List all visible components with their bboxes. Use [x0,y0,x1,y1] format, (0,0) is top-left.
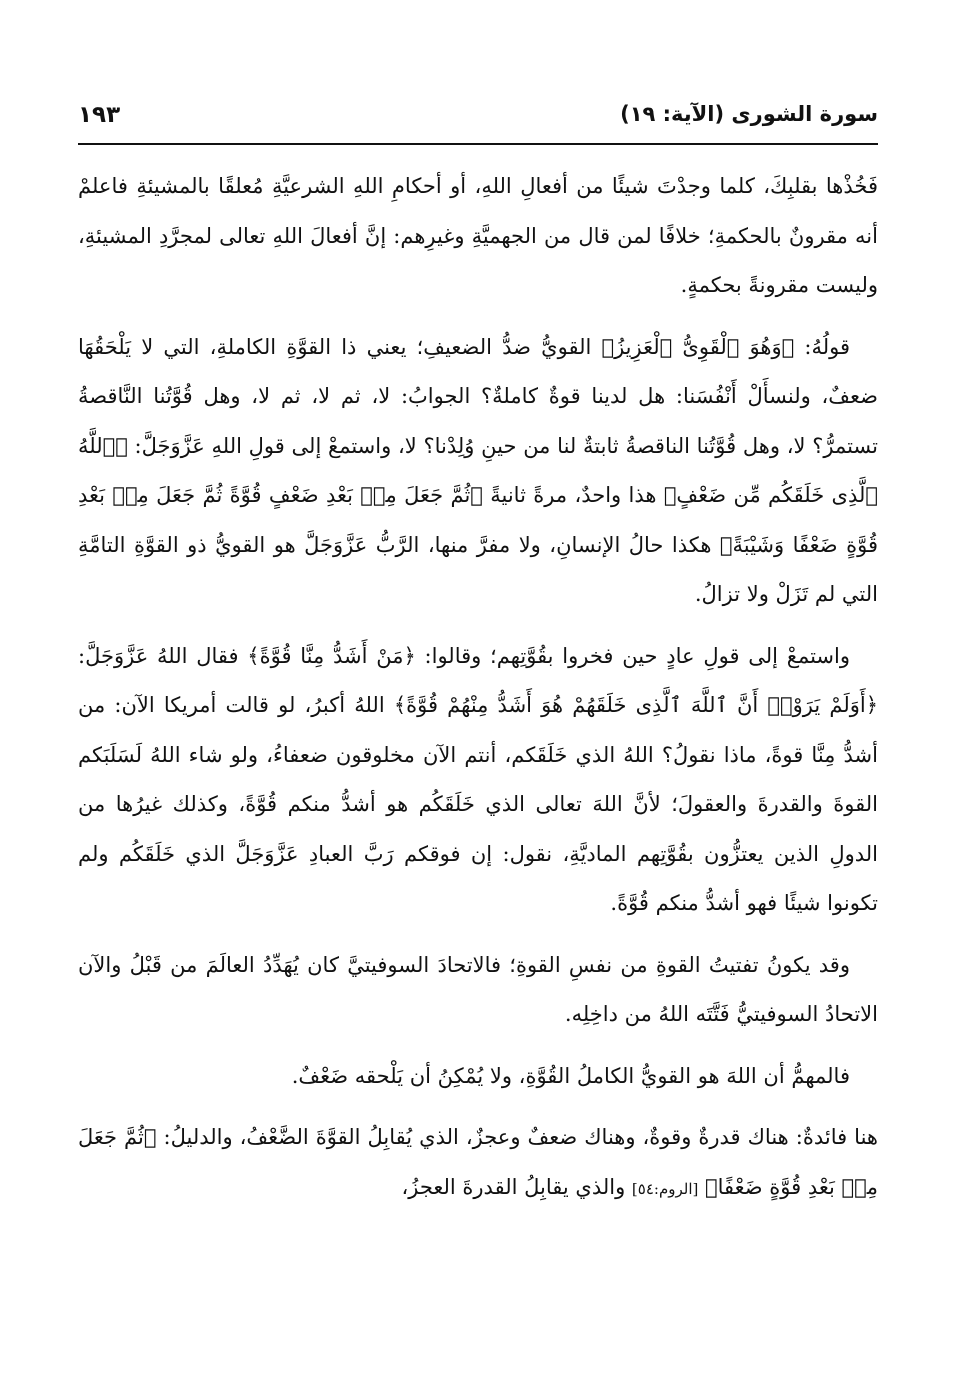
paragraph: وقد يكونُ تفتيتُ القوةِ من نفسِ القوةِ؛ فالاتحادَ السوفيتيَّ كان يُهَدِّدُ العالَمَ من قَبْلُ والآن الاتحادُ السوفيتيُّ فَتَّتَه اللهُ من داخِلِه. [78,952,878,1026]
paragraph: واستمعْ إلى قولِ عادٍ حين فخروا بقُوَّتِهم؛ وقالوا: ﴿مَنْ أَشَدُّ مِنَّا قُوَّةً﴾ فقال اللهُ عَزَّوَجَلَّ: ﴿أَوَلَمْ يَرَوْا۟ أَنَّ ٱللَّهَ ٱلَّذِى خَلَقَهُمْ هُوَ أَشَدُّ مِنْهُمْ قُوَّةً﴾ اللهُ أكبرُ، لو قالت أمريكا الآن: من أشدُّ مِنَّا قوةً، ماذا نقولُ؟ اللهُ الذي خَلَقَكم، أنتم الآن مخلوقون ضعفاءُ، ولو شاء اللهُ لَسَلَبَكم القوةَ والقدرةَ والعقولَ؛ لأنَّ اللهَ تعالى الذي خَلَقَكُم هو أشدُّ منكم قُوَّةً، وكذلك غيرُها من الدولِ الذين يعتزُّون بقُوَّتِهم الماديَّةِ، نقول: إن فوقكم رَبَّ العبادِ عَزَّوَجَلَّ الذي خَلَقَكُم ولم تكونوا شيئًا فهو أشدُّ منكم قُوَّةً. [78,643,878,915]
quran-reference: [الروم:٥٤] [631,1179,699,1198]
page-number: ١٩٣ [78,102,121,128]
body-text [78,162,878,1214]
paragraph-text-continued: والذي يقابِلُ القدرةَ العجزُ، [401,1174,632,1199]
paragraph [78,1113,878,1214]
paragraph: فالمهمُّ أن اللهَ هو القويُّ الكاملُ القُوَّةِ، ولا يُمْكِنُ أن يَلْحقه ضَعْفٌ. [291,1063,850,1088]
paragraph: فَخُذْها بقلبِكَ، كلما وجدْتَ شيئًا من أفعالِ اللهِ، أو أحكامِ اللهِ الشرعيَّةِ مُعلقًا بالمشيئةِ فاعلمْ أنه مقرونٌ بالحكمةِ؛ خلافًا لمن قال من الجهميَّةِ وغيرِهم: إنَّ أفعالَ اللهِ تعالى لمجرَّدِ المشيئةِ، وليست مقرونةً بحكمةٍ. [78,174,878,297]
paragraph-text: هنا فائدةٌ: هناك قدرةٌ وقوةٌ، وهناك ضعفٌ وعجزٌ، الذي يُقابِلُ القوَّةَ الضَّعْفُ، والدليلُ: ﴿ثُمَّ جَعَلَ مِنۢ بَعْدِ قُوَّةٍ ضَعْفًا﴾ [78,1125,878,1199]
paragraph: قولُهُ: ﴿وَهُوَ ٱلْقَوِىُّ ٱلْعَزِيزُ﴾ القويُّ ضدُّ الضعيفِ؛ يعني ذا القوَّةِ الكاملةِ، التي لا يَلْحَقُهَا ضعفٌ، ولنسأَلْ أَنْفُسَنا: هل لدينا قوةٌ كاملةٌ؟ الجوابُ: لا، ثم لا، ثم لا، وهل قُوَّتُنا النَّاقصةُ تستمرُّ؟ لا، وهل قُوَّتُنا الناقصةُ ثابتةٌ لنا من حينِ وُلِدْنا؟ لا، واستمعْ إلى قولِ اللهِ عَزَّوَجَلَّ: ﴿ٱللَّهُ ٱلَّذِى خَلَقَكُم مِّن ضَعْفٍ﴾ هذا واحدٌ، مرةً ثانيةً ﴿ثُمَّ جَعَلَ مِنۢ بَعْدِ ضَعْفٍ قُوَّةً ثُمَّ جَعَلَ مِنۢ بَعْدِ قُوَّةٍ ضَعْفًا وَشَيْبَةً﴾ هكذا حالُ الإنسانِ، ولا مفرَّ منها، الرَّبُّ عَزَّوَجَلَّ هو القويُّ ذو القوَّةِ التامَّةِ التي لم تَزَلْ ولا تزالُ. [78,334,878,606]
running-title: سورة الشورى (الآية: ١٩) [620,102,878,126]
page-header [78,100,878,140]
header-divider [78,143,878,145]
